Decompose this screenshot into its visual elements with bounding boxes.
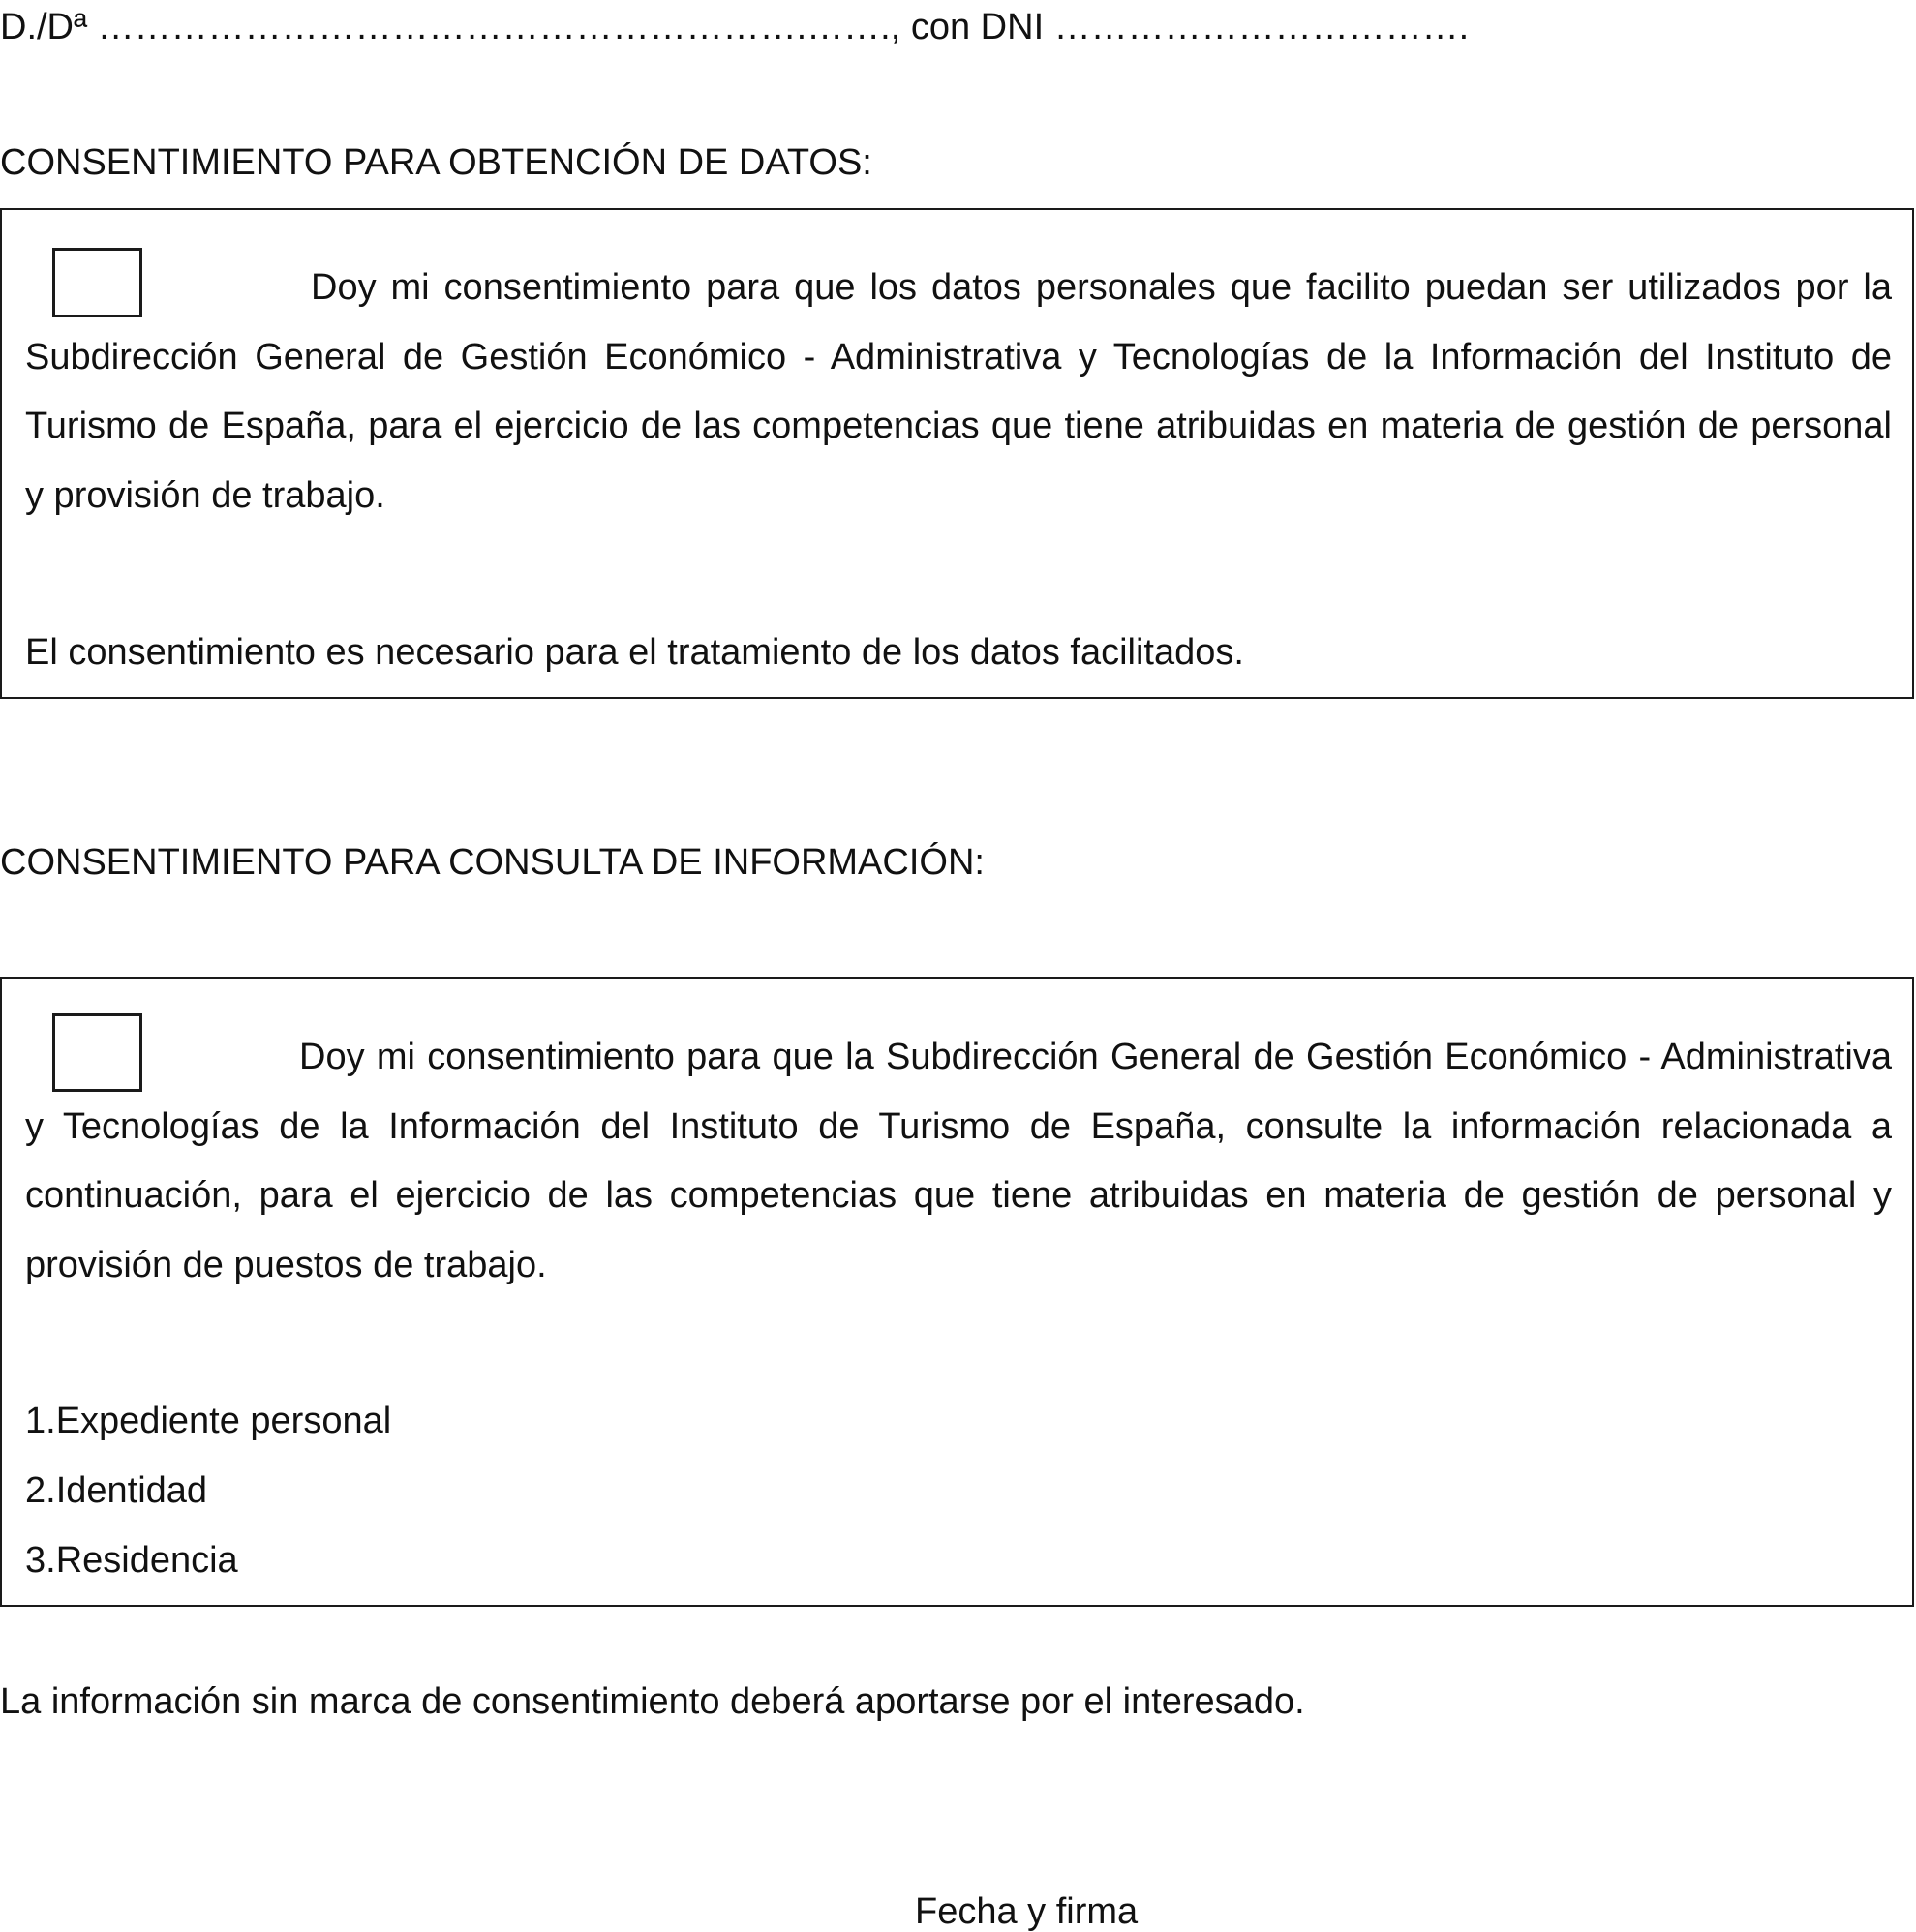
- data-consent-text: Doy mi consentimiento para que los datos personales que facilito puedan ser utilizados por la Subdirección General de Gestión Económico - Administrativa y Tecnologías de la Información del Instituto de Turismo de España, para el ejercicio de las competencias que tiene atribuidas en materia de gestión de personal y provisión de trabajo.: [25, 267, 1892, 516]
- info-item-residencia: 3.Residencia: [25, 1540, 238, 1581]
- info-consent-text: Doy mi consentimiento para que la Subdirección General de Gestión Económico - Administrativa y Tecnologías de la Información del Instituto de Turismo de España, consulte la información relacionada a continuación, para el ejercicio de las competencias que tiene atribuidas en materia de gestión de personal y provisión de puestos de trabajo.: [25, 1037, 1892, 1285]
- section1-title: CONSENTIMIENTO PARA OBTENCIÓN DE DATOS:: [0, 142, 872, 183]
- data-consent-box: [0, 208, 1914, 699]
- info-item-identidad: 2.Identidad: [25, 1470, 208, 1511]
- footer-note: La información sin marca de consentimiento deberá aportarse por el interesado.: [0, 1681, 1305, 1722]
- signature-label: Fecha y firma: [915, 1891, 1139, 1932]
- info-consent-box: [0, 977, 1914, 1607]
- section2-title: CONSENTIMIENTO PARA CONSULTA DE INFORMACIÓN:: [0, 842, 985, 883]
- data-consent-note: El consentimiento es necesario para el tratamiento de los datos facilitados.: [25, 632, 1244, 673]
- applicant-line: D./Dª ………………………………………………….……., con DNI …………………………….: [0, 7, 1470, 47]
- info-item-expediente: 1.Expediente personal: [25, 1401, 392, 1441]
